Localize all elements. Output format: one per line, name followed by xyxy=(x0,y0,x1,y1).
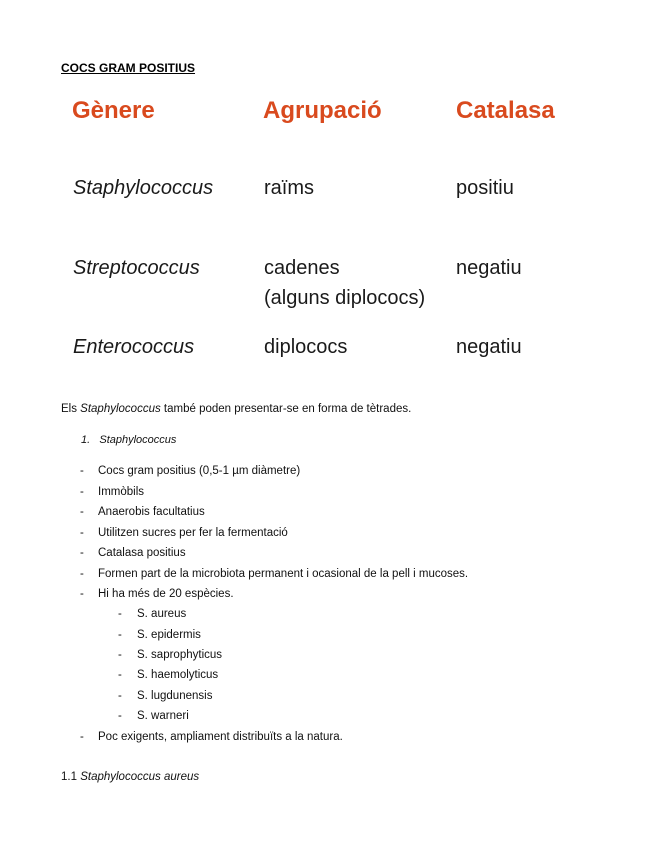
list-item: Utilitzen sucres per fer la fermentació xyxy=(98,527,288,539)
species-item: S. saprophyticus xyxy=(137,649,223,661)
list-item: Cocs gram positius (0,5-1 µm diàmetre) xyxy=(98,465,301,477)
bullet-dash: - xyxy=(118,608,122,620)
species-item: S. epidermis xyxy=(137,629,201,641)
intro-genus: Staphylococcus xyxy=(80,403,161,415)
bullet-dash: - xyxy=(80,588,84,600)
bullet-dash: - xyxy=(118,629,122,641)
list-item: Anaerobis facultatius xyxy=(98,506,205,518)
table-cell-grouping: cadenes xyxy=(264,257,340,279)
subsection-title: Staphylococcus aureus xyxy=(80,771,200,783)
list-item: Hi ha més de 20 espècies. xyxy=(98,588,234,600)
list-item: Formen part de la microbiota permanent i ocasional de la pell i mucoses. xyxy=(98,568,469,580)
subsection-number: 1.1 xyxy=(61,771,77,783)
bullet-dash: - xyxy=(80,465,84,477)
table-cell-catalase: negatiu xyxy=(456,336,522,358)
table-cell-catalase: positiu xyxy=(456,177,514,199)
list-item: Poc exigents, ampliament distribuïts a la natura. xyxy=(98,731,343,743)
intro-prefix: Els xyxy=(61,403,81,415)
table-header-catalase: Catalasa xyxy=(456,97,555,124)
bullet-dash: - xyxy=(118,649,122,661)
bullet-dash: - xyxy=(80,506,84,518)
numbered-heading xyxy=(81,434,176,446)
list-item: Catalasa positius xyxy=(98,547,186,559)
table-cell-grouping: raïms xyxy=(264,177,314,199)
species-item: S. aureus xyxy=(137,608,187,620)
table-cell-genus: Streptococcus xyxy=(73,257,200,279)
bullet-dash: - xyxy=(118,690,122,702)
section-heading: COCS GRAM POSITIUS xyxy=(61,61,196,75)
bullet-dash: - xyxy=(118,669,122,681)
table-cell-genus: Enterococcus xyxy=(73,336,195,358)
bullet-dash: - xyxy=(80,568,84,580)
bullet-dash: - xyxy=(80,527,84,539)
table-header-grouping: Agrupació xyxy=(263,97,382,124)
intro-paragraph xyxy=(61,403,411,415)
intro-suffix: també poden presentar-se en forma de tètrades. xyxy=(160,403,412,415)
bullet-dash: - xyxy=(80,486,84,498)
table-header-genus: Gènere xyxy=(72,97,155,124)
bullet-dash: - xyxy=(80,731,84,743)
bullet-dash: - xyxy=(118,710,122,722)
species-item: S. warneri xyxy=(137,710,189,722)
section-title: Staphylococcus xyxy=(99,434,177,446)
subsection-heading xyxy=(61,771,199,783)
table-cell-grouping-line2: (alguns diplococs) xyxy=(264,287,426,309)
species-item: S. lugdunensis xyxy=(137,690,213,702)
table-cell-grouping: diplococs xyxy=(264,336,348,358)
table-cell-genus: Staphylococcus xyxy=(73,177,214,199)
species-item: S. haemolyticus xyxy=(137,669,219,681)
bullet-dash: - xyxy=(80,547,84,559)
section-number: 1. xyxy=(81,434,91,446)
list-item: Immòbils xyxy=(98,486,145,498)
table-cell-catalase: negatiu xyxy=(456,257,522,279)
